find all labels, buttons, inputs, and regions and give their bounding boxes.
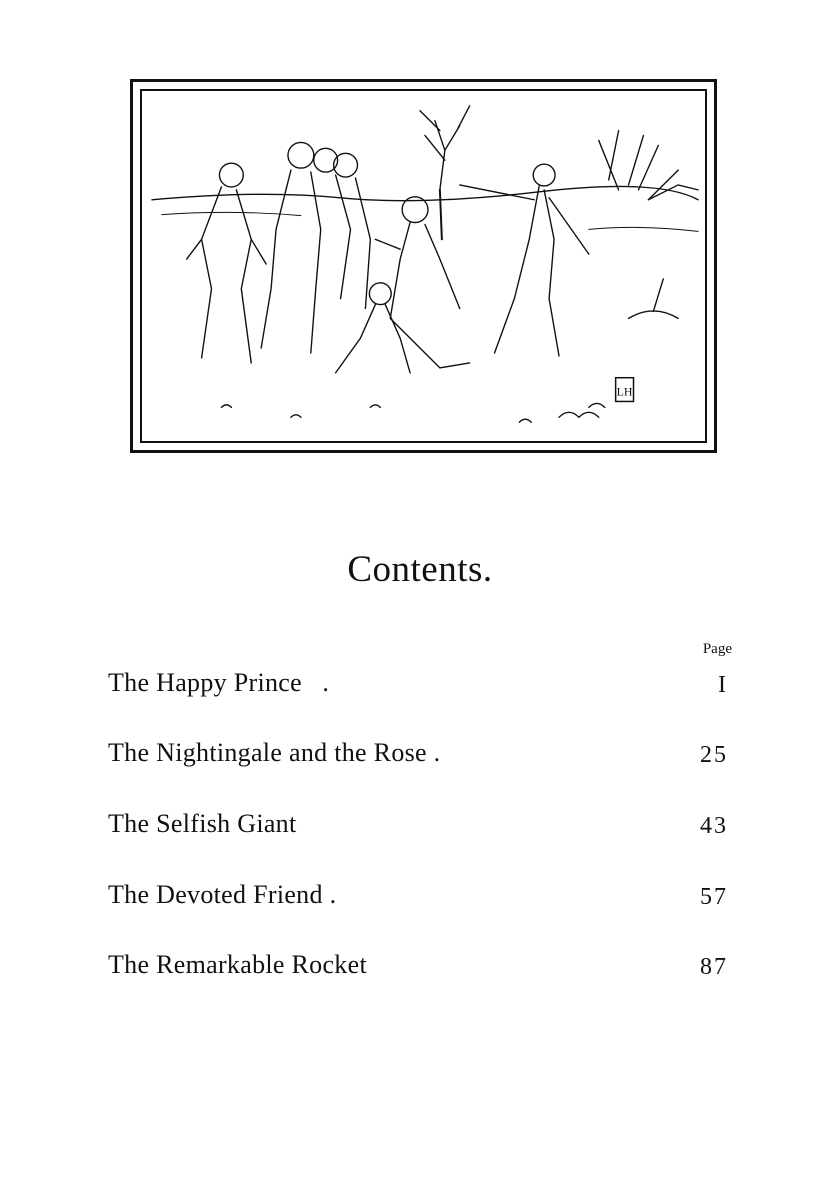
toc-entry-page: I [718,672,728,698]
toc-entry-page: 87 [700,954,728,980]
monogram [616,378,634,402]
toc-entry[interactable] [108,809,728,849]
toc-entry-title: The Devoted Friend . [108,880,337,909]
toc-entry-page: 57 [700,884,728,910]
illustration-drawing [142,91,705,441]
toc-entry[interactable] [108,950,728,990]
toc-entry[interactable] [108,668,728,708]
svg-text:LH: LH [616,384,633,399]
toc-entry-page: 25 [700,742,728,768]
toc-entry[interactable] [108,880,728,920]
illustration-panel [140,89,707,443]
page-title: Contents. [347,549,493,590]
toc-entry-title: The Happy Prince . [108,668,330,697]
toc-entry-title: The Selfish Giant [108,809,297,838]
toc-entry[interactable] [108,738,728,778]
toc-entry-page: 43 [700,813,728,839]
toc-entry-title: The Remarkable Rocket [108,950,367,979]
page-column-header: Page [702,641,732,657]
frontispiece-illustration [130,79,717,453]
toc-entry-title: The Nightingale and the Rose . [108,738,441,767]
